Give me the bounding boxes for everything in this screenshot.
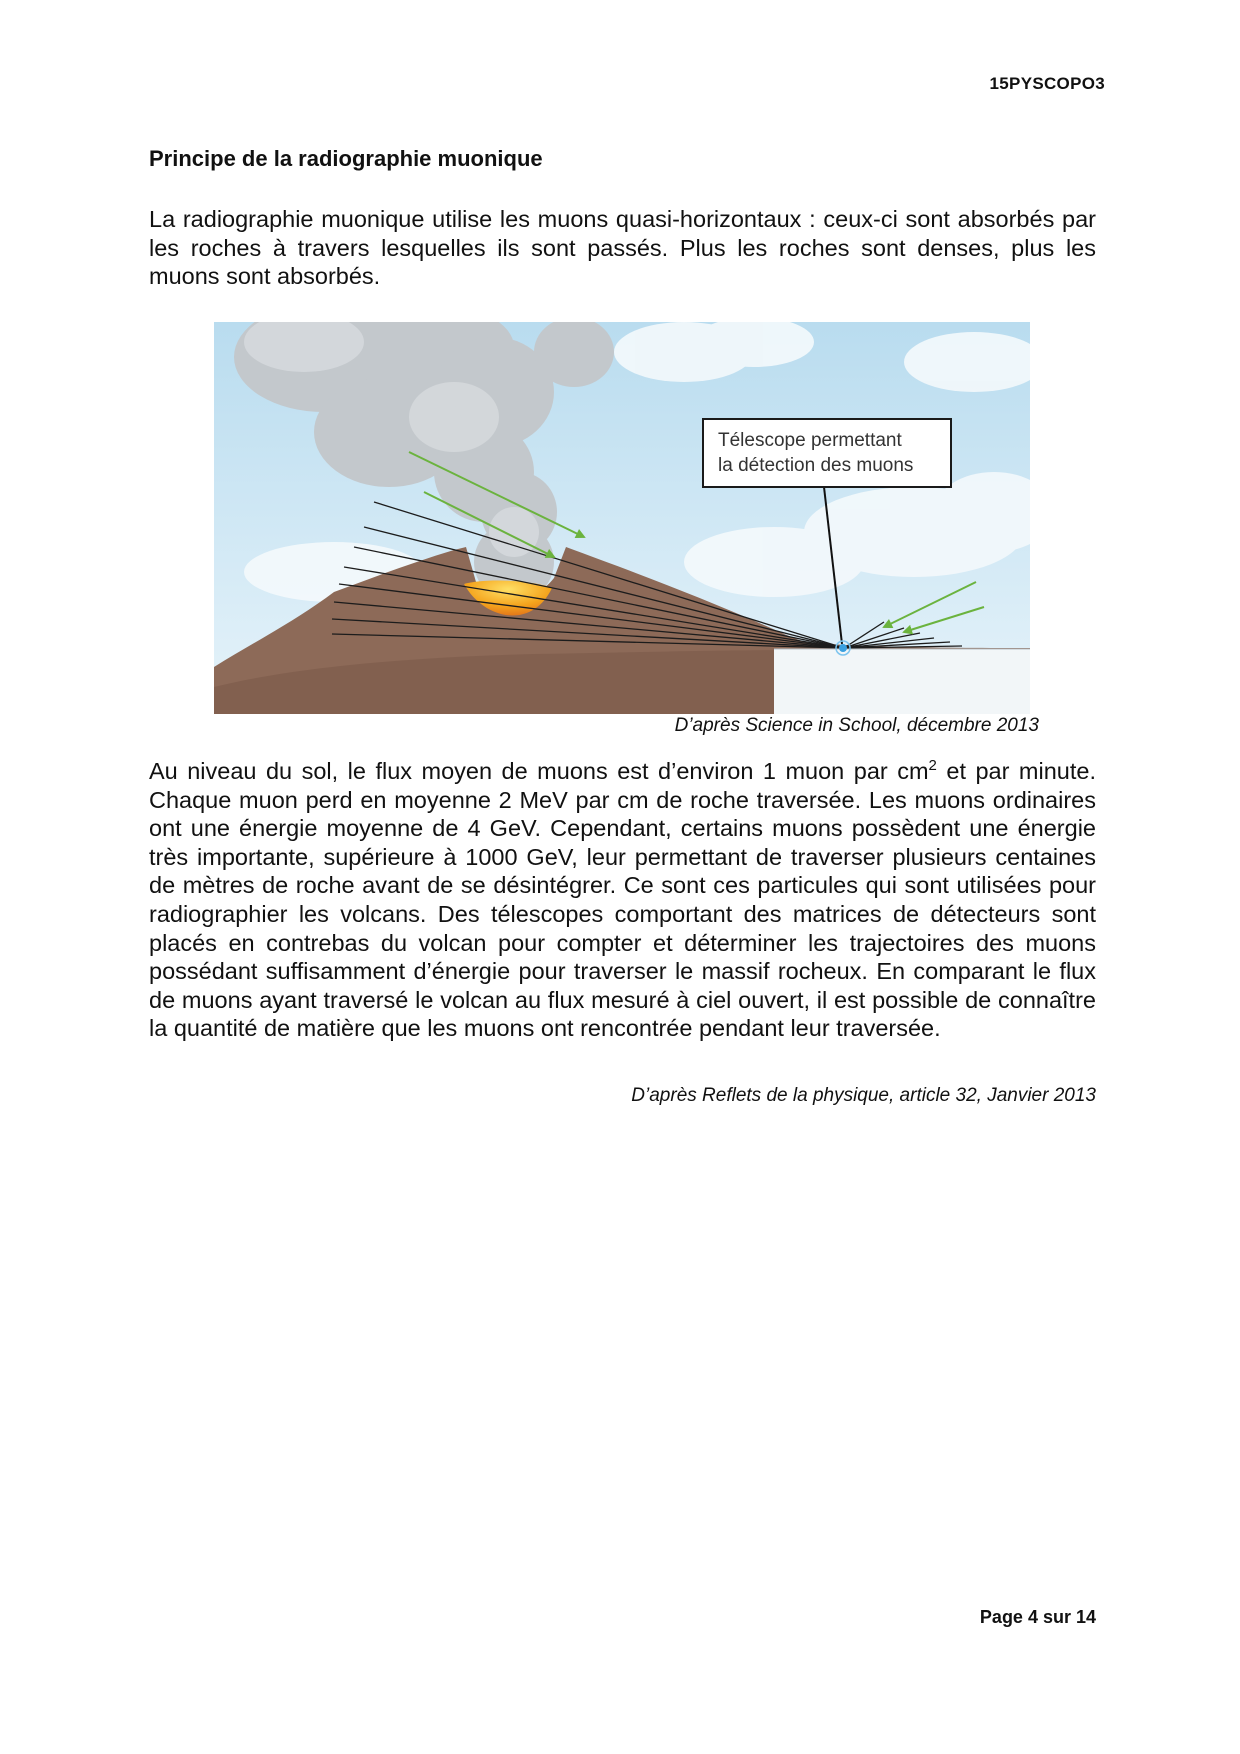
figure-source: D’après Science in School, décembre 2013 [674, 715, 1039, 736]
ground-plain [774, 649, 1030, 714]
intro-paragraph: La radiographie muonique utilise les muons quasi-horizontaux : ceux-ci sont absorbés par les roches à travers lesquelles ils sont passés. Plus les roches sont denses, plus les muons sont absorbés. [149, 206, 1096, 290]
detector-icon [839, 644, 847, 652]
body-source: D’après Reflets de la physique, article 32, Janvier 2013 [631, 1085, 1096, 1106]
muon-radiography-figure [214, 322, 1030, 714]
section-title: Principe de la radiographie muonique [149, 146, 543, 171]
telescope-label: Télescope permettant la détection des muons [702, 418, 952, 488]
cm-squared-exponent: 2 [928, 757, 937, 774]
page-number: Page 4 sur 14 [979, 1607, 1096, 1627]
body-text-rest: et par minute. Chaque muon perd en moyenne 2 MeV par cm de roche traversée. Les muons ordinaires ont une énergie moyenne de 4 GeV. Cependant, certains muons possèdent une énergie très importante, supérieure à 1000 GeV, leur permettant de traverser plusieurs centaines de mètres de roche avant de se désintégrer. Ce sont ces particules qui sont utilisées pour radiographier les volcans. Des télescopes comportant des matrices de détecteurs sont placés en contrebas du volcan pour compter et déterminer les trajectoires des muons possédant suffisamment d’énergie pour traverser le massif rocheux. En comparant le flux de muons ayant traversé le volcan au flux mesuré à ciel ouvert, il est possible de connaître la quantité de matière que les muons ont rencontrée pendant leur traversée. [149, 758, 1096, 1042]
doc-code: 15PYSCOPO3 [989, 74, 1105, 93]
volcano-illustration [214, 322, 1030, 714]
body-paragraph [149, 757, 1096, 1043]
body-text-start: Au niveau du sol, le flux moyen de muons est d’environ 1 muon par cm [149, 758, 929, 784]
